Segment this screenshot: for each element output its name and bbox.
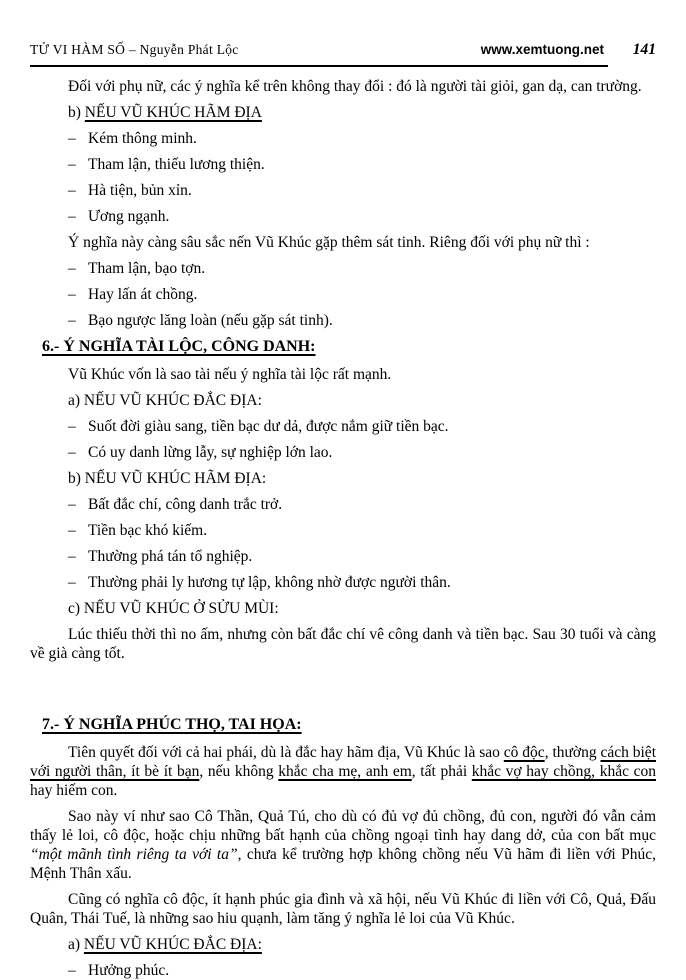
subsection-heading bbox=[30, 103, 656, 122]
text-segment: Hà tiện, bủn xỉn. bbox=[88, 182, 192, 199]
subsection-heading bbox=[30, 391, 656, 410]
text-segment: Tiên quyết đối với cả hai phái, dù là đắc hay hãm địa, Vũ Khúc là sao bbox=[68, 744, 504, 761]
dash-marker: – bbox=[68, 260, 76, 277]
text-segment: Hưởng phúc. bbox=[88, 962, 170, 979]
paragraph bbox=[30, 77, 656, 96]
text-segment: Lúc thiếu thời thì no ấm, nhưng còn bất đắc chí vê công danh và tiền bạc. Sau 30 tuổi và càng về già càng tốt. bbox=[30, 626, 656, 662]
list-item bbox=[30, 129, 656, 148]
list-item bbox=[30, 207, 656, 226]
text-segment: , chưa kể trường hợp không chồng nếu Vũ hãm đi liền với Phúc, Mệnh Thân xấu. bbox=[30, 846, 656, 882]
book-title: TỬ VI HÀM SỐ – Nguyễn Phát Lộc bbox=[30, 42, 239, 57]
text-segment: Bạo ngược lăng loàn (nếu gặp sát tinh). bbox=[88, 312, 333, 329]
text-segment: cô độc bbox=[503, 744, 545, 761]
paragraph bbox=[30, 743, 656, 800]
text-segment: 7.- Ý NGHĨA PHÚC THỌ, TAI HỌA: bbox=[42, 716, 302, 733]
text-segment: Có uy danh lừng lẫy, sự nghiệp lớn lao. bbox=[88, 444, 333, 461]
text-segment: Suốt đời giàu sang, tiền bạc dư dả, được nắm giữ tiền bạc. bbox=[88, 418, 449, 435]
text-segment: Bất đắc chí, công danh trắc trở. bbox=[88, 496, 283, 513]
text-segment: c) NẾU VŨ KHÚC Ở SỬU MÙI: bbox=[68, 600, 279, 617]
dash-marker: – bbox=[68, 156, 76, 173]
subsection-heading bbox=[30, 599, 656, 618]
dash-marker: – bbox=[68, 418, 76, 435]
page-number: 141 bbox=[632, 41, 656, 58]
dash-marker: – bbox=[68, 286, 76, 303]
list-item bbox=[30, 311, 656, 330]
dash-marker: – bbox=[68, 208, 76, 225]
document-body bbox=[0, 67, 686, 980]
text-segment: khắc cha mẹ, anh em bbox=[278, 763, 412, 780]
text-segment: , tất phải bbox=[411, 763, 472, 780]
dash-marker: – bbox=[68, 548, 76, 565]
dash-marker: – bbox=[68, 496, 76, 513]
list-item bbox=[30, 495, 656, 514]
text-segment: 6.- Ý NGHĨA TÀI LỘC, CÔNG DANH: bbox=[42, 338, 316, 355]
list-item bbox=[30, 547, 656, 566]
paragraph bbox=[30, 807, 656, 883]
text-segment: NẾU VŨ KHÚC ĐẮC ĐỊA: bbox=[83, 936, 262, 953]
text-segment: Tham lận, bạo tợn. bbox=[88, 260, 206, 277]
list-item bbox=[30, 417, 656, 436]
subsection-heading bbox=[30, 935, 656, 954]
list-item bbox=[30, 573, 656, 592]
text-segment: Sao này ví như sao Cô Thần, Quả Tú, cho dù có đủ vợ đủ chồng, đủ con, người đó vẫn cảm thấy lẻ loi, cô độc, hoặc chịu những bất hạnh của chồng ngoại tình hay dang dở, của con bất mục bbox=[30, 808, 656, 844]
text-segment: a) bbox=[68, 936, 84, 953]
text-segment: a) NẾU VŨ KHÚC ĐẮC ĐỊA: bbox=[68, 392, 262, 409]
dash-marker: – bbox=[68, 182, 76, 199]
text-segment: Cũng có nghĩa cô độc, ít hạnh phúc gia đình và xã hội, nếu Vũ Khúc đi liền với Cô, Quả, Đấu Quân, Thái Tuế, là những sao hiu quạnh, làm tăng ý nghĩa lẻ loi của Vũ Khúc. bbox=[30, 891, 656, 927]
text-segment: , thường bbox=[544, 744, 601, 761]
text-segment: Thường phá tán tổ nghiệp. bbox=[88, 548, 253, 565]
text-segment: “một mãnh tình riêng ta với ta” bbox=[30, 846, 238, 863]
paragraph bbox=[30, 890, 656, 928]
section-heading bbox=[30, 715, 656, 734]
text-segment: khắc vợ hay chồng, khắc con bbox=[471, 763, 656, 780]
dash-marker: – bbox=[68, 962, 76, 979]
text-segment: Thường phải ly hương tự lập, không nhờ được người thân. bbox=[88, 574, 451, 591]
paragraph bbox=[30, 365, 656, 384]
paragraph bbox=[30, 625, 656, 663]
text-segment: Đối với phụ nữ, các ý nghĩa kể trên không thay đổi : đó là người tài giỏi, gan dạ, can trường. bbox=[68, 78, 642, 95]
subsection-heading bbox=[30, 469, 656, 488]
text-segment: b) NẾU VŨ KHÚC HÃM ĐỊA: bbox=[68, 470, 267, 487]
website-label: www.xemtuong.net bbox=[480, 42, 604, 57]
text-segment: cách biệt với người thân, ít bè ít bạn bbox=[30, 744, 656, 780]
dash-marker: – bbox=[68, 130, 76, 147]
dash-marker: – bbox=[68, 574, 76, 591]
text-segment: Ương ngạnh. bbox=[88, 208, 170, 225]
text-segment: NẾU VŨ KHÚC HÃM ĐỊA bbox=[84, 104, 262, 121]
text-segment: , nếu không bbox=[199, 763, 279, 780]
text-segment: b) bbox=[68, 104, 85, 121]
paragraph bbox=[30, 233, 656, 252]
text-segment: Ý nghĩa này càng sâu sắc nến Vũ Khúc gặp thêm sát tinh. Riêng đối với phụ nữ thì : bbox=[68, 234, 590, 251]
list-item bbox=[30, 521, 656, 540]
text-segment: Kém thông minh. bbox=[88, 130, 197, 147]
text-segment: Vũ Khúc vốn là sao tài nếu ý nghĩa tài lộc rất mạnh. bbox=[68, 366, 392, 383]
dash-marker: – bbox=[68, 312, 76, 329]
list-item bbox=[30, 443, 656, 462]
list-item bbox=[30, 155, 656, 174]
text-segment: Tiền bạc khó kiếm. bbox=[88, 522, 208, 539]
dash-marker: – bbox=[68, 444, 76, 461]
text-segment: Hay lấn át chồng. bbox=[88, 286, 198, 303]
text-segment: hay hiếm con. bbox=[30, 782, 118, 799]
section-heading bbox=[30, 337, 656, 356]
list-item bbox=[30, 181, 656, 200]
list-item bbox=[30, 259, 656, 278]
spacer bbox=[30, 670, 656, 710]
dash-marker: – bbox=[68, 522, 76, 539]
list-item bbox=[30, 285, 656, 304]
page-header bbox=[0, 0, 686, 59]
text-segment: Tham lận, thiếu lương thiện. bbox=[88, 156, 265, 173]
